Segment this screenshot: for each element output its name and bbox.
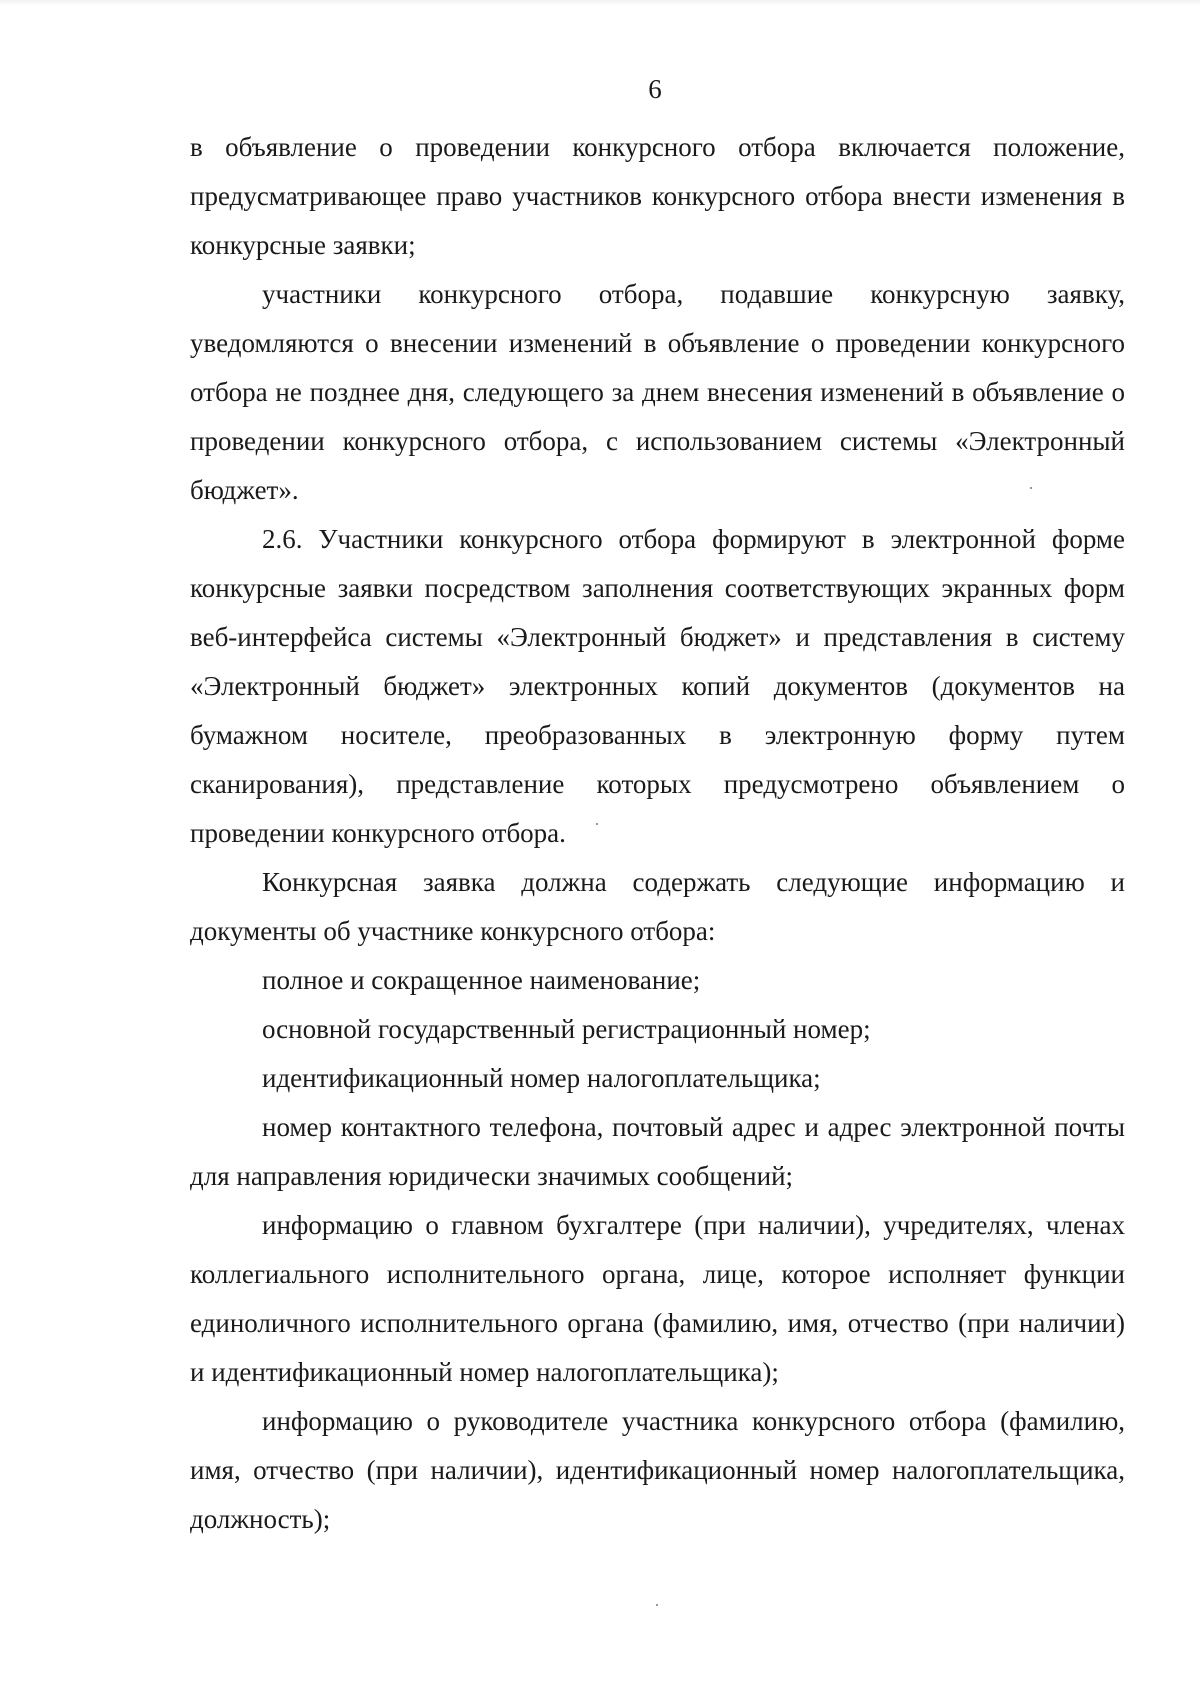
document-body	[190, 123, 1125, 1544]
list-item-accountant-founders: информацию о главном бухгалтере (при наличии), учредителях, членах коллегиального исполнительного органа, лице, которое исполняет функции единоличного исполнительного органа (фамилию, имя, отчество (при наличии) и идентификационный номер налогоплательщика);	[190, 1210, 1125, 1387]
paragraph-section-2-6: 2.6. Участники конкурсного отбора формируют в электронной форме конкурсные заявки посредством заполнения соответствующих экранных форм веб-интерфейса системы «Электронный бюджет» и представления в систему «Электронный бюджет» электронных копий документов (документов на бумажном носителе, преобразованных в электронную форму путем сканирования), представление которых предусмотрено объявлением о проведении конкурсного отбора.	[190, 524, 1125, 848]
paragraph-participant-notification: участники конкурсного отбора, подавшие конкурсную заявку, уведомляются о внесении изменений в объявление о проведении конкурсного отбора не позднее дня, следующего за днем внесения изменений в объявление о проведении конкурсного отбора, с использованием системы «Электронный бюджет».	[190, 279, 1125, 505]
scan-speck	[1030, 487, 1032, 489]
page-number: 6	[648, 74, 662, 104]
list-item-head-info: информацию о руководителе участника конкурсного отбора (фамилию, имя, отчество (при наличии), идентификационный номер налогоплательщика, должность);	[190, 1406, 1125, 1534]
list-item-contacts: номер контактного телефона, почтовый адрес и адрес электронной почты для направления юридически значимых сообщений;	[190, 1112, 1125, 1191]
list-item-name: полное и сокращенное наименование;	[262, 965, 701, 995]
list-item-ogrn: основной государственный регистрационный номер;	[262, 1014, 871, 1044]
scan-speck	[656, 1604, 658, 1606]
scan-speck	[596, 823, 598, 825]
scan-edge	[0, 0, 1200, 6]
paragraph-amendment-clause: в объявление о проведении конкурсного отбора включается положение, предусматривающее право участников конкурсного отбора внести изменения в конкурсные заявки;	[190, 132, 1125, 260]
paragraph-application-contents: Конкурсная заявка должна содержать следующие информацию и документы об участнике конкурсного отбора:	[190, 867, 1125, 946]
list-item-inn: идентификационный номер налогоплательщика;	[262, 1063, 821, 1093]
